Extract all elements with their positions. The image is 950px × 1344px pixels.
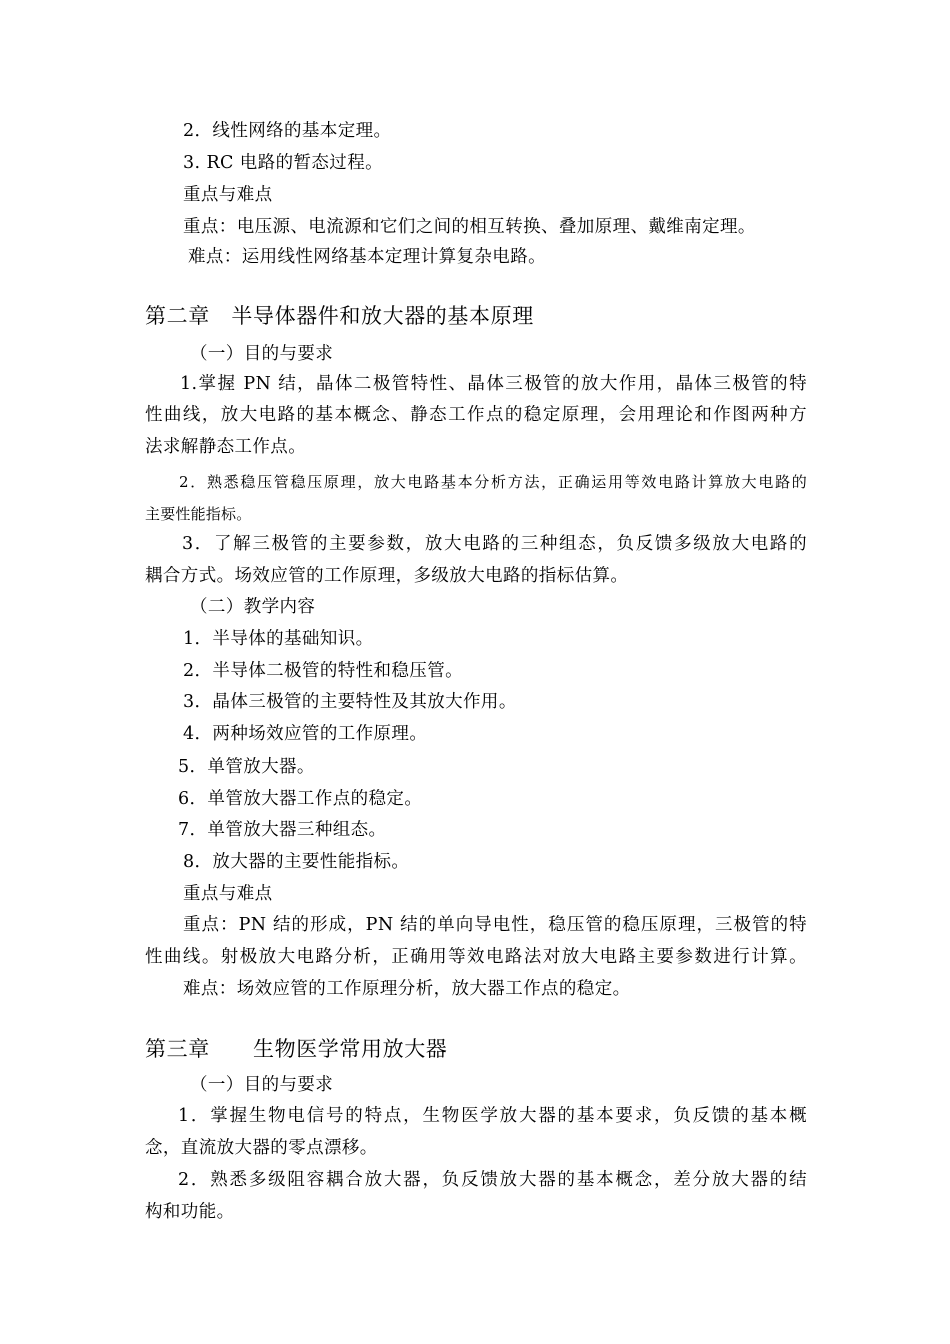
key-points: 性曲线。射极放大电路分析，正确用等效电路法对放大电路主要参数进行计算。 bbox=[145, 947, 807, 967]
section-heading: （一）目的与要求 bbox=[190, 344, 334, 364]
list-item: 3. RC 电路的暂态过程。 bbox=[183, 153, 383, 173]
paragraph-line: 构和功能。 bbox=[145, 1202, 235, 1222]
list-item: 3．晶体三极管的主要特性及其放大作用。 bbox=[183, 692, 517, 712]
paragraph-line: 法求解静态工作点。 bbox=[145, 437, 307, 457]
section-heading: （二）教学内容 bbox=[190, 597, 316, 617]
chapter-title: 第三章 生物医学常用放大器 bbox=[145, 1037, 448, 1061]
paragraph-line: 性曲线，放大电路的基本概念、静态工作点的稳定原理，会用理论和作图两种方 bbox=[145, 405, 807, 425]
chapter-title: 第二章 半导体器件和放大器的基本原理 bbox=[145, 304, 534, 328]
paragraph-line: 2．熟悉稳压管稳压原理，放大电路基本分析方法，正确运用等效电路计算放大电路的 bbox=[179, 473, 807, 491]
list-item: 7．单管放大器三种组态。 bbox=[178, 820, 387, 840]
list-item: 1．半导体的基础知识。 bbox=[183, 629, 374, 649]
list-item: 8．放大器的主要性能指标。 bbox=[183, 852, 410, 872]
key-points: 重点：PN 结的形成，PN 结的单向导电性，稳压管的稳压原理，三极管的特 bbox=[183, 915, 807, 935]
key-difficult-heading: 重点与难点 bbox=[183, 185, 273, 205]
difficult-points: 难点：场效应管的工作原理分析，放大器工作点的稳定。 bbox=[183, 979, 631, 999]
paragraph-line: 念，直流放大器的零点漂移。 bbox=[145, 1138, 378, 1158]
key-difficult-heading: 重点与难点 bbox=[183, 884, 273, 904]
list-item: 4．两种场效应管的工作原理。 bbox=[183, 724, 428, 744]
difficult-points: 难点：运用线性网络基本定理计算复杂电路。 bbox=[188, 247, 546, 267]
paragraph-line: 主要性能指标。 bbox=[145, 505, 252, 523]
list-item: 5．单管放大器。 bbox=[178, 757, 315, 777]
paragraph-line: 1.掌握 PN 结，晶体二极管特性、晶体三极管的放大作用，晶体三极管的特 bbox=[180, 374, 807, 394]
section-heading: （一）目的与要求 bbox=[190, 1075, 334, 1095]
paragraph-line: 2．熟悉多级阻容耦合放大器，负反馈放大器的基本概念，差分放大器的结 bbox=[178, 1170, 807, 1190]
list-item: 2．半导体二极管的特性和稳压管。 bbox=[183, 661, 464, 681]
paragraph-line: 1．掌握生物电信号的特点，生物医学放大器的基本要求，负反馈的基本概 bbox=[178, 1106, 807, 1126]
paragraph-line: 耦合方式。场效应管的工作原理，多级放大电路的指标估算。 bbox=[145, 566, 629, 586]
key-points: 重点：电压源、电流源和它们之间的相互转换、叠加原理、戴维南定理。 bbox=[183, 217, 756, 237]
list-item: 6．单管放大器工作点的稳定。 bbox=[178, 789, 423, 809]
list-item: 2．线性网络的基本定理。 bbox=[183, 121, 392, 141]
paragraph-line: 3．了解三极管的主要参数，放大电路的三种组态，负反馈多级放大电路的 bbox=[182, 534, 807, 554]
